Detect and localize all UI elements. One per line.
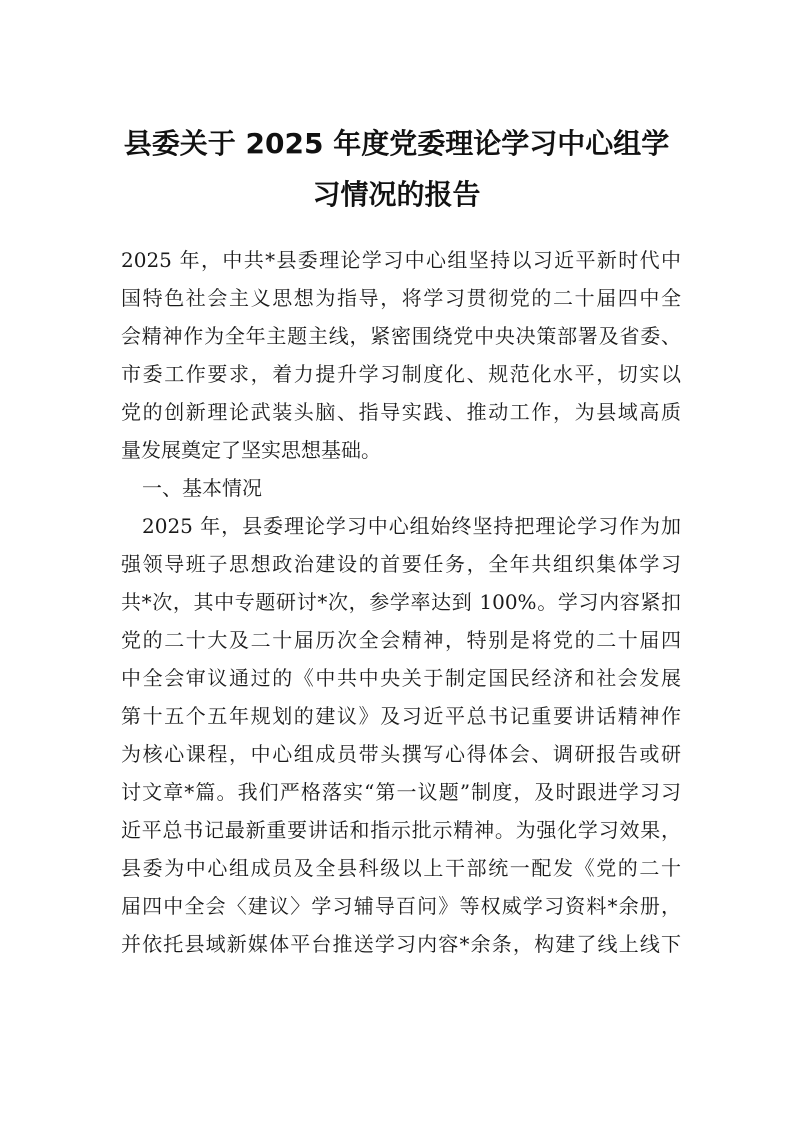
- intro-paragraph-line: 量发展奠定了坚实思想基础。: [121, 438, 381, 462]
- section-paragraph-line: 党的二十大及二十届历次全会精神，特别是将党的二十届四: [121, 628, 681, 652]
- intro-paragraph-line: 2025 年，中共*县委理论学习中心组坚持以习近平新时代中: [121, 248, 681, 272]
- section-paragraph-line: 中全会审议通过的《中共中央关于制定国民经济和社会发展: [121, 666, 681, 690]
- section-heading-basic-situation: 一、基本情况: [142, 476, 262, 500]
- section-paragraph-line: 并依托县域新媒体平台推送学习内容*余条，构建了线上线下: [121, 932, 681, 956]
- intro-paragraph-line: 党的创新理论武装头脑、指导实践、推动工作，为县域高质: [121, 400, 681, 424]
- section-paragraph-line: 共*次，其中专题研讨*次，参学率达到 100%。学习内容紧扣: [121, 590, 681, 614]
- intro-paragraph-line: 市委工作要求，着力提升学习制度化、规范化水平，切实以: [121, 362, 681, 386]
- section-paragraph-line: 为核心课程，中心组成员带头撰写心得体会、调研报告或研: [121, 742, 681, 766]
- section-paragraph-line: 第十五个五年规划的建议》及习近平总书记重要讲话精神作: [121, 704, 681, 728]
- section-paragraph-line: 近平总书记最新重要讲话和指示批示精神。为强化学习效果，: [121, 818, 681, 842]
- intro-paragraph-line: 国特色社会主义思想为指导，将学习贯彻党的二十届四中全: [121, 286, 681, 310]
- section-paragraph-line: 强领导班子思想政治建设的首要任务，全年共组织集体学习: [121, 552, 681, 576]
- section-paragraph-line: 县委为中心组成员及全县科级以上干部统一配发《党的二十: [121, 856, 681, 880]
- document-title-line-1: 县委关于 2025 年度党委理论学习中心组学: [123, 127, 670, 160]
- intro-paragraph-line: 会精神作为全年主题主线，紧密围绕党中央决策部署及省委、: [121, 324, 681, 348]
- section-paragraph-line: 2025 年，县委理论学习中心组始终坚持把理论学习作为加: [142, 514, 681, 538]
- section-paragraph-line: 届四中全会〈建议〉学习辅导百问》等权威学习资料*余册，: [121, 894, 681, 918]
- document-title-line-2: 习情况的报告: [312, 178, 481, 211]
- section-paragraph-line: 讨文章*篇。我们严格落实“第一议题”制度，及时跟进学习习: [121, 780, 681, 804]
